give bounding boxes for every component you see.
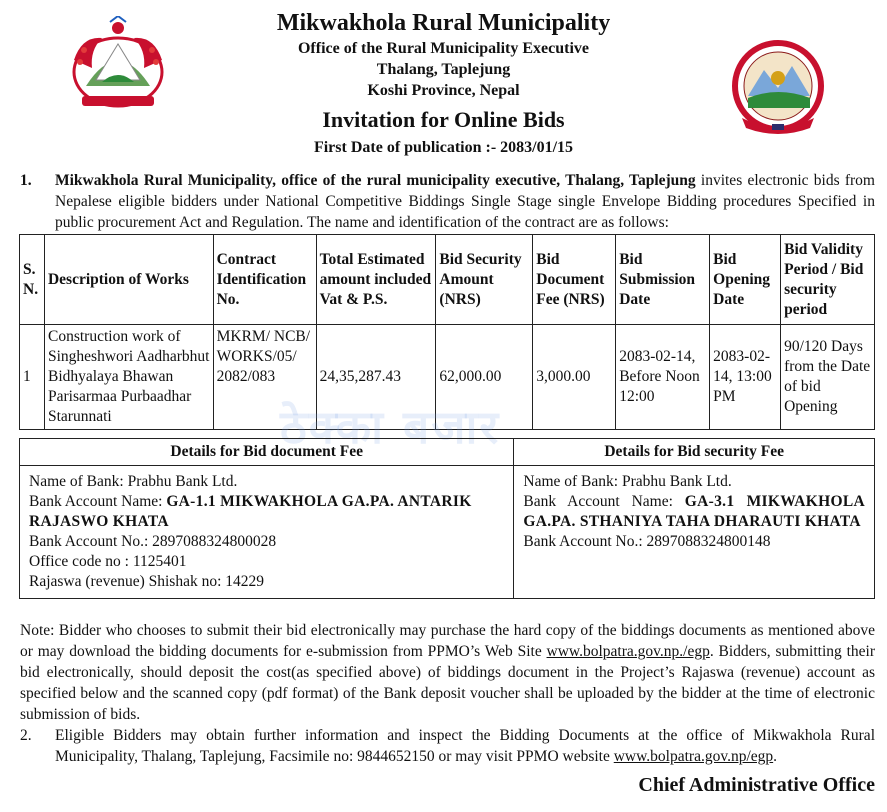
- doc-fee-details: [20, 466, 514, 599]
- sec-account-no: Bank Account No.: 2897088324800148: [523, 533, 771, 550]
- page-title: Mikwakhola Rural Municipality: [276, 10, 611, 36]
- note-text-2: . Bidders, submitting their bid electronically, should deposit the cost(as specified above) of biddings document in the Project’s Rajaswa (revenue) account as specified below and the scanned copy (pdf format) of the Bank deposit voucher shall be uploaded by the bidder at the time of electronic submission of bids.: [20, 643, 875, 723]
- cell-validity: 90/120 Days from the Date of bid Opening: [781, 325, 875, 430]
- header: [0, 8, 887, 159]
- header-opening-date: Bid Opening Date: [710, 235, 781, 325]
- paragraph-2: [20, 725, 875, 767]
- paragraph-2-end: .: [773, 748, 778, 765]
- cell-bid-security: 62,000.00: [436, 325, 533, 430]
- paragraph-number: 1.: [20, 172, 32, 189]
- cell-description: Construction work of Singheshwori Aadharbhut Bidhyalaya Bhawan Parisarmaa Purbaadhar Starunnati: [44, 325, 213, 430]
- ppmo-egp-link[interactable]: www.bolpatra.gov.np/egp: [613, 748, 774, 765]
- doc-account-name: GA-1.1 MIKWAKHOLA GA.PA. ANTARIK RAJASWO KHATA: [29, 493, 472, 530]
- header-contract-id: Contract Identification No.: [213, 235, 316, 325]
- fee-table: [19, 438, 875, 599]
- cell-estimated-amount: 24,35,287.43: [316, 325, 436, 430]
- sec-bank-name: Name of Bank: Prabhu Bank Ltd.: [523, 473, 732, 490]
- signature: Chief Administrative Office: [638, 774, 875, 796]
- doc-account-no: Bank Account No.: 2897088324800028: [29, 533, 277, 550]
- cell-sn: 1: [20, 325, 45, 430]
- publication-date: First Date of publication :- 2083/01/15: [313, 139, 574, 156]
- header-validity: Bid Validity Period / Bid security period: [781, 235, 875, 325]
- doc-fee-header: Details for Bid document Fee: [20, 439, 514, 466]
- cell-contract-id: MKRM/ NCB/ WORKS/05/ 2082/083: [213, 325, 316, 430]
- paragraph-2-number: 2.: [20, 727, 32, 744]
- note-paragraph: [20, 620, 875, 725]
- province-line: Koshi Province, Nepal: [367, 82, 520, 99]
- header-bid-security: Bid Security Amount (NRS): [436, 235, 533, 325]
- doc-bank-name: Name of Bank: Prabhu Bank Ltd.: [29, 473, 238, 490]
- ppmo-link[interactable]: www.bolpatra.gov.np./egp: [546, 643, 710, 660]
- header-estimated-amount: Total Estimated amount included Vat & P.S.: [316, 235, 436, 325]
- sec-account-name-label: Bank Account Name:: [523, 493, 685, 510]
- invitation-title: Invitation for Online Bids: [322, 107, 565, 132]
- note-text-1: Note: Bidder who chooses to submit their bid electronically may purchase the hard copy of the biddings documents as mentioned above or may download the bidding documents for e-submission from PPMO’s Web Site: [20, 622, 875, 660]
- office-line: Office of the Rural Municipality Executive: [297, 40, 590, 57]
- paragraph-1-text: invites electronic bids from Nepalese eligible bidders under National Competitive Biddings Single Stage single Envelope Bidding procedures Specified in public procurement Act and Regulation. The name and identification of the contract are as follows:: [55, 172, 875, 231]
- paragraph-1-bold: Mikwakhola Rural Municipality, office of the rural municipality executive, Thalang, Taplejung: [55, 172, 696, 189]
- paragraph-2-text: Eligible Bidders may obtain further information and inspect the Bidding Documents at the office of Mikwakhola Rural Municipality, Thalang, Taplejung, Facsimile no: 9844652150 or may visit PPMO website: [55, 727, 875, 765]
- doc-rajaswa: Rajaswa (revenue) Shishak no: 14229: [29, 573, 265, 590]
- sec-fee-details: [514, 466, 875, 599]
- doc-office-code: Office code no : 1125401: [29, 553, 187, 570]
- sec-account-name: GA-3.1 MIKWAKHOLA GA.PA. STHANIYA TAHA DHARAUTI KHATA: [523, 493, 865, 530]
- header-sn: S. N.: [20, 235, 45, 325]
- header-document-fee: Bid Document Fee (NRS): [533, 235, 616, 325]
- address-line: Thalang, Taplejung: [376, 61, 511, 78]
- sec-fee-header: Details for Bid security Fee: [514, 439, 875, 466]
- cell-opening-date: 2083-02-14, 13:00 PM: [710, 325, 781, 430]
- watermark: ठेक्का बजार: [280, 400, 501, 454]
- header-submission-date: Bid Submission Date: [616, 235, 710, 325]
- doc-account-name-label: Bank Account Name:: [29, 493, 167, 510]
- header-description: Description of Works: [44, 235, 213, 325]
- cell-document-fee: 3,000.00: [533, 325, 616, 430]
- cell-submission-date: 2083-02-14, Before Noon 12:00: [616, 325, 710, 430]
- paragraph-1: [20, 170, 875, 233]
